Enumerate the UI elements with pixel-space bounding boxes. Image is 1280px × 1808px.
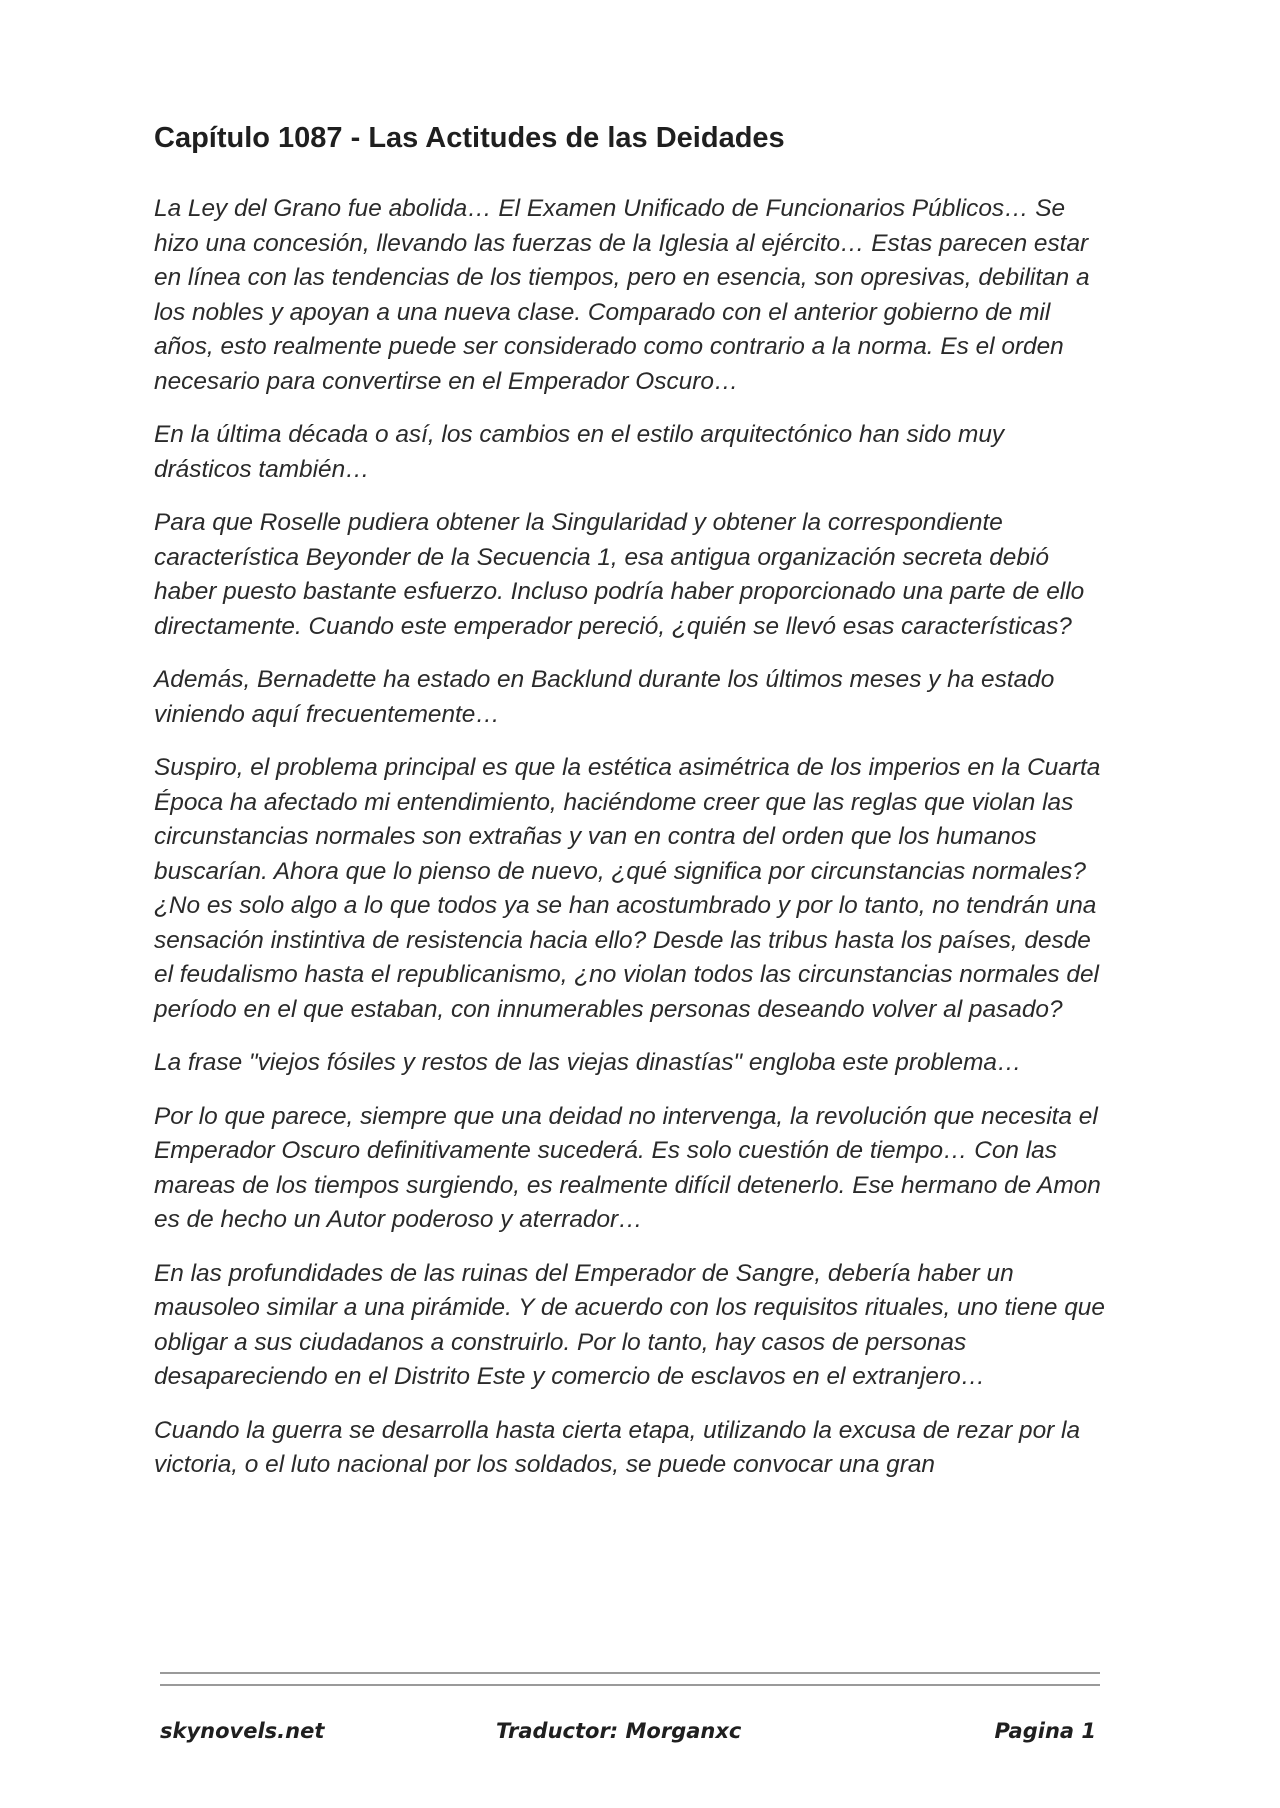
page-footer <box>160 1714 1096 1748</box>
paragraph: Cuando la guerra se desarrolla hasta cierta etapa, utilizando la excusa de rezar por la victoria, o el luto nacional por los soldados, se puede convocar una gran <box>154 1416 1081 1478</box>
paragraph: Además, Bernadette ha estado en Backlund durante los últimos meses y ha estado viniendo aquí frecuentemente… <box>154 666 1055 728</box>
paragraph: Para que Roselle pudiera obtener la Singularidad y obtener la correspondiente característica Beyonder de la Secuencia 1, esa antigua organización secreta debió haber puesto bastante esfuerzo. Incluso podría haber proporcionado una parte de ello directamente. Cuando este emperador pereció, ¿quién se llevó esas características? <box>154 509 1085 640</box>
footer-translator: Traductor: Morganxc <box>496 1719 742 1743</box>
paragraph: La frase "viejos fósiles y restos de las viejas dinastías" engloba este problema… <box>154 1049 1022 1076</box>
footer-site: skynovels.net <box>160 1719 325 1743</box>
footer-page-number: Pagina 1 <box>994 1719 1096 1743</box>
chapter-title: Capítulo 1087 - Las Actitudes de las Deidades <box>154 122 785 154</box>
paragraph: En las profundidades de las ruinas del Emperador de Sangre, debería haber un mausoleo similar a una pirámide. Y de acuerdo con los requisitos rituales, uno tiene que obligar a sus ciudadanos a construirlo. Por lo tanto, hay casos de personas desapareciendo en el Distrito Este y comercio de esclavos en el extranjero… <box>154 1259 1105 1390</box>
paragraph: En la última década o así, los cambios en el estilo arquitectónico han sido muy drásticos también… <box>154 421 1005 483</box>
paragraph: La Ley del Grano fue abolida… El Examen Unificado de Funcionarios Públicos… Se hizo una concesión, llevando las fuerzas de la Iglesia al ejército… Estas parecen estar en línea con las tendencias de los tiempos, pero en esencia, son opresivas, debilitan a los nobles y apoyan a una nueva clase. Comparado con el anterior gobierno de mil años, esto realmente puede ser considerado como contrario a la norma. Es el orden necesario para convertirse en el Emperador Oscuro… <box>154 195 1090 395</box>
footer-divider <box>160 1672 1100 1674</box>
paragraph: Suspiro, el problema principal es que la estética asimétrica de los imperios en la Cuarta Época ha afectado mi entendimiento, haciéndome creer que las reglas que violan las circunstancias normales son extrañas y van en contra del orden que los humanos buscarían. Ahora que lo pienso de nuevo, ¿qué significa por circunstancias normales? ¿No es solo algo a lo que todos ya se han acostumbrado y por lo tanto, no tendrán una sensación instintiva de resistencia hacia ello? Desde las tribus hasta los países, desde el feudalismo hasta el republicanismo, ¿no violan todos las circunstancias normales del período en el que estaban, con innumerables personas deseando volver al pasado? <box>154 754 1101 1023</box>
paragraph: Por lo que parece, siempre que una deidad no intervenga, la revolución que necesita el Emperador Oscuro definitivamente sucederá. Es solo cuestión de tiempo… Con las mareas de los tiempos surgiendo, es realmente difícil detenerlo. Ese hermano de Amon es de hecho un Autor poderoso y aterrador… <box>154 1102 1101 1233</box>
chapter-body <box>154 192 1106 1502</box>
footer-divider <box>160 1684 1100 1686</box>
